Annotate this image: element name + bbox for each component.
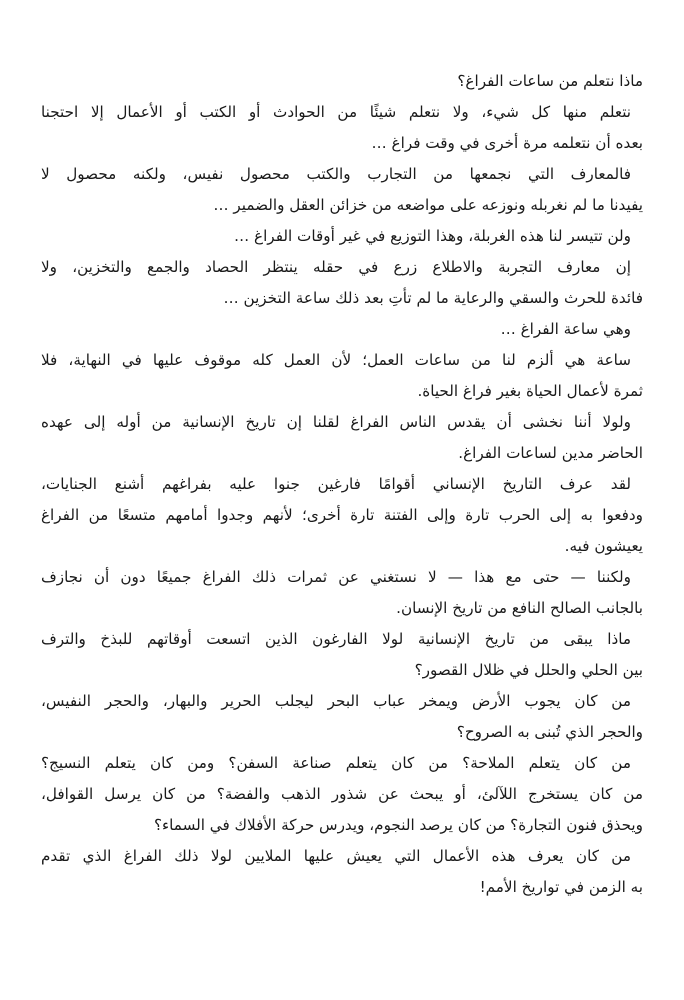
paragraph-line: ثمرة لأعمال الحياة بغير فراغ الحياة. bbox=[417, 382, 643, 400]
paragraph-line: ودفعوا به إلى الحرب تارة وإلى الفتنة تارة أخرى؛ لأنهم وجدوا أمامهم متسعًا من الفراغ bbox=[41, 506, 643, 524]
article-title: ماذا نتعلم من ساعات الفراغ؟ bbox=[457, 72, 643, 90]
paragraph-line: بالجانب الصالح النافع من تاريخ الإنسان. bbox=[396, 599, 643, 617]
paragraph-line: به الزمن في تواريخ الأمم! bbox=[479, 878, 643, 896]
paragraph-line: إن معارف التجربة والاطلاع زرع في حقله ينتظر الحصاد والجمع والتخزين، ولا bbox=[41, 258, 631, 276]
paragraph-line: ولن تتيسر لنا هذه الغربلة، وهذا التوزيع في غير أوقات الفراغ … bbox=[234, 227, 631, 245]
paragraph-line: الحاضر مدين لساعات الفراغ. bbox=[458, 444, 643, 462]
paragraph-line: ويحذق فنون التجارة؟ من كان يرصد النجوم، ويدرس حركة الأفلاك في السماء؟ bbox=[153, 816, 643, 834]
paragraph-line: فالمعارف التي نجمعها من التجارب والكتب محصول نفيس، ولكنه محصول لا bbox=[41, 165, 631, 183]
paragraph-line: وهي ساعة الفراغ … bbox=[500, 320, 631, 338]
paragraph-line: يفيدنا ما لم نغربله ونوزعه على مواضعه من خزائن العقل والضمير … bbox=[213, 196, 643, 214]
paragraph-line: من كان يعرف هذه الأعمال التي يعيش عليها الملايين لولا ذلك الفراغ الذي تقدم bbox=[41, 847, 631, 865]
paragraph-line: لقد عرف التاريخ الإنساني أقوامًا فارغين جنوا عليه بفراغهم أشنع الجنايات، bbox=[41, 475, 631, 493]
paragraph-line: من كان يستخرج اللآلئ، أو يبحث عن شذور الذهب والفضة؟ من كان يرسل القوافل، bbox=[41, 785, 643, 803]
paragraph-line: بعده أن نتعلمه مرة أخرى في وقت فراغ … bbox=[371, 134, 643, 152]
paragraph-line: ولولا أننا نخشى أن يقدس الناس الفراغ لقلنا إن تاريخ الإنسانية من أوله إلى عهده bbox=[41, 413, 631, 431]
paragraph-line: فائدة للحرث والسقي والرعاية ما لم تأتِ بعد ذلك ساعة التخزين … bbox=[223, 289, 643, 307]
paragraph-line: ماذا يبقى من تاريخ الإنسانية لولا الفارغون الذين اتسعت أوقاتهم للبذخ والترف bbox=[41, 630, 631, 648]
paragraph-line: من كان يتعلم الملاحة؟ من كان يتعلم صناعة السفن؟ ومن كان يتعلم النسيج؟ bbox=[41, 754, 631, 772]
paragraph-line: ولكننا — حتى مع هذا — لا نستغني عن ثمرات ذلك الفراغ جميعًا دون أن نجازف bbox=[41, 568, 631, 586]
paragraph-line: من كان يجوب الأرض ويمخر عباب البحر ليجلب الحرير والبهار، والحجر النفيس، bbox=[41, 692, 631, 710]
paragraph-line: بين الحلي والحلل في ظلال القصور؟ bbox=[414, 661, 643, 679]
paragraph-line: يعيشون فيه. bbox=[564, 537, 643, 555]
paragraph-line: ساعة هي ألزم لنا من ساعات العمل؛ لأن العمل كله موقوف عليها في النهاية، فلا bbox=[41, 351, 631, 369]
paragraph-line: والحجر الذي تُبنى به الصروح؟ bbox=[456, 723, 643, 741]
paragraph-line: نتعلم منها كل شيء، ولا نتعلم شيئًا من الحوادث أو الكتب أو الأعمال إلا احتجنا bbox=[41, 103, 631, 121]
